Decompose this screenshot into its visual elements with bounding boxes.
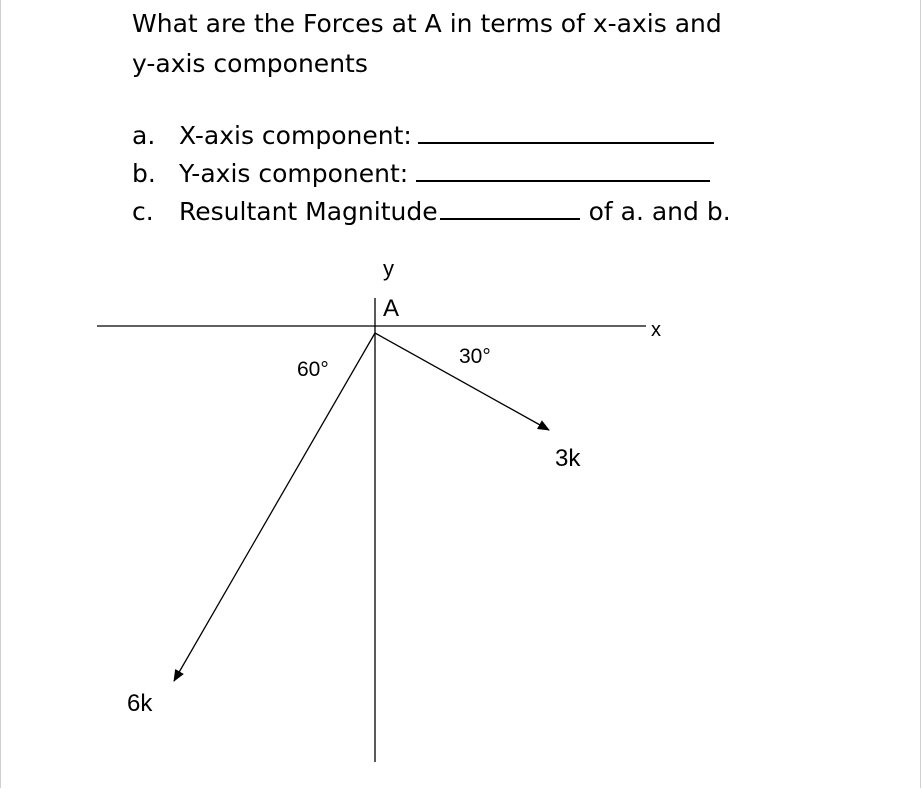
part-a-letter: a. (132, 121, 156, 150)
angle-30-label: 30° (459, 345, 491, 368)
part-c-suffix: of a. and b. (588, 197, 731, 226)
force-3k-label: 3k (555, 445, 581, 472)
part-c-label: Resultant Magnitude (179, 197, 438, 226)
force-6k-label: 6k (127, 690, 153, 717)
x-axis-label: x (651, 319, 661, 341)
angle-60-label: 60° (297, 358, 329, 381)
force-6k-arrow (174, 333, 375, 681)
question-line-2: y-axis components (132, 49, 368, 78)
part-c-letter: c. (132, 197, 154, 226)
point-a-label: A (383, 295, 400, 322)
part-b-letter: b. (132, 159, 156, 188)
part-b-label: Y-axis component: (179, 159, 409, 188)
question-line-1: What are the Forces at A in terms of x-axis and (132, 9, 722, 38)
y-axis-label: y (383, 256, 394, 281)
part-a-label: X-axis component: (179, 121, 412, 150)
